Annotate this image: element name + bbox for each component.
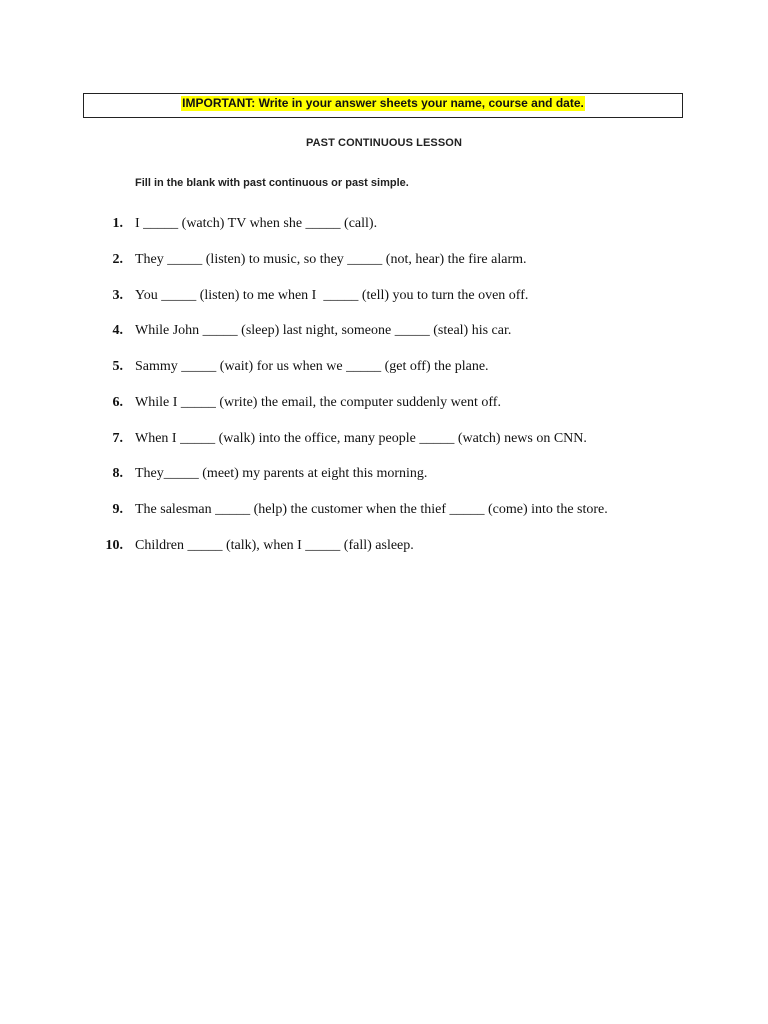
exercise-number: 8. — [112, 466, 123, 482]
exercise-list — [0, 215, 768, 573]
exercise-number: 4. — [112, 323, 123, 339]
exercise-item — [0, 287, 768, 323]
exercise-sentence: While I _____ (write) the email, the computer suddenly went off. — [135, 394, 501, 410]
exercise-sentence: While John _____ (sleep) last night, someone _____ (steal) his car. — [135, 323, 512, 339]
exercise-number: 6. — [112, 394, 123, 410]
exercise-number: 10. — [105, 537, 123, 553]
exercise-sentence: You _____ (listen) to me when I _____ (tell) you to turn the oven off. — [135, 287, 529, 303]
important-notice-box — [83, 93, 683, 118]
exercise-number: 7. — [112, 430, 123, 446]
exercise-item — [0, 465, 768, 501]
lesson-title: PAST CONTINUOUS LESSON — [305, 137, 462, 149]
exercise-item — [0, 537, 768, 573]
exercise-item — [0, 501, 768, 537]
exercise-number: 3. — [112, 287, 123, 303]
exercise-item — [0, 394, 768, 430]
instructions-text: Fill in the blank with past continuous or past simple. — [135, 177, 409, 189]
exercise-number: 9. — [112, 502, 123, 517]
exercise-number: 5. — [112, 359, 123, 374]
exercise-item — [0, 322, 768, 358]
exercise-number: 1. — [112, 216, 123, 231]
exercise-sentence: Sammy _____ (wait) for us when we _____ (get off) the plane. — [135, 359, 489, 374]
exercise-sentence: Children _____ (talk), when I _____ (fall) asleep. — [135, 537, 414, 553]
exercise-sentence: The salesman _____ (help) the customer when the thief _____ (come) into the store. — [135, 502, 608, 517]
exercise-sentence: They _____ (listen) to music, so they _____ (not, hear) the fire alarm. — [135, 251, 527, 267]
exercise-item — [0, 251, 768, 287]
exercise-sentence: I _____ (watch) TV when she _____ (call). — [135, 216, 378, 231]
exercise-sentence: When I _____ (walk) into the office, many people _____ (watch) news on CNN. — [135, 430, 587, 446]
exercise-item — [0, 430, 768, 466]
important-notice-text: IMPORTANT: Write in your answer sheets your name, course and date. — [182, 96, 584, 110]
exercise-sentence: They_____ (meet) my parents at eight this morning. — [135, 466, 428, 482]
exercise-item — [0, 358, 768, 394]
exercise-item — [0, 215, 768, 251]
exercise-number: 2. — [112, 251, 123, 267]
